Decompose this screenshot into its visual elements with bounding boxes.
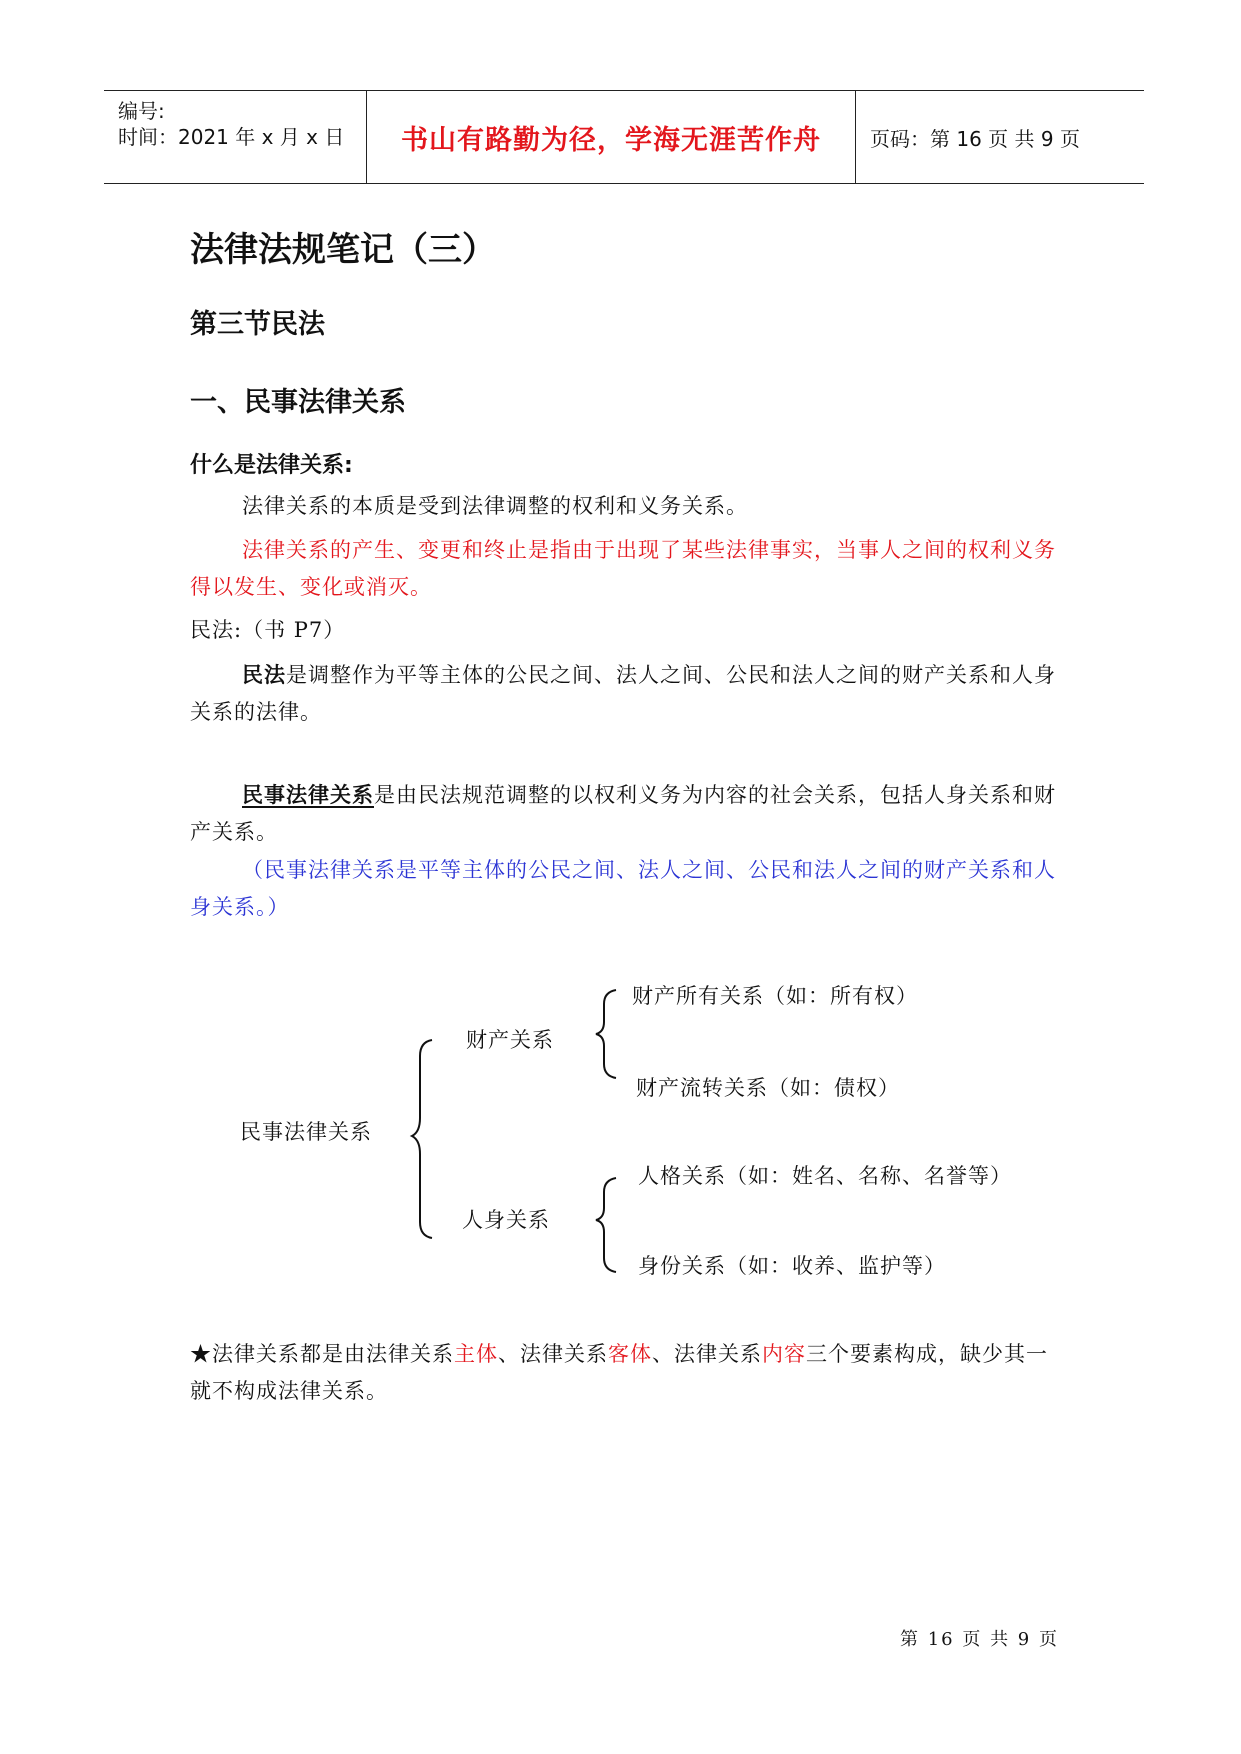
star-note xyxy=(190,1336,1060,1410)
brace-property xyxy=(596,990,616,1078)
page-header xyxy=(104,90,1144,184)
diagram-item-ownership: 财产所有关系（如：所有权） xyxy=(632,984,918,1008)
brace-personal xyxy=(596,1178,616,1272)
diagram-item-circulation: 财产流转关系（如：债权） xyxy=(636,1076,900,1100)
diagram-item-personality: 人格关系（如：姓名、名称、名誉等） xyxy=(638,1164,1012,1188)
civil-law-definition: 是调整作为平等主体的公民之间、法人之间、公民和法人之间的财产关系和人身关系的法律。 xyxy=(190,663,1056,724)
diagram-root: 民事法律关系 xyxy=(240,1120,372,1144)
element-content: 内容 xyxy=(762,1342,806,1366)
page-footer: 第 16 页 共 9 页 xyxy=(900,1629,1059,1650)
time-label: 时间：2021 年 x 月 x 日 xyxy=(118,125,345,149)
diagram-branch-personal: 人身关系 xyxy=(462,1208,550,1232)
header-page-cell xyxy=(856,91,1144,183)
element-object: 客体 xyxy=(608,1342,652,1366)
header-meta-cell xyxy=(104,91,367,183)
subsection-heading: 一、民事法律关系 xyxy=(190,387,406,418)
number-label: 编号: xyxy=(118,99,165,123)
big-brace xyxy=(412,1040,432,1238)
page-info: 页码：第 16 页 共 9 页 xyxy=(870,126,1080,151)
star-note-part: 、法律关系 xyxy=(652,1342,762,1366)
section-heading: 第三节民法 xyxy=(190,309,325,340)
civil-law-ref: 民法:（书 P7） xyxy=(190,618,346,642)
element-subject: 主体 xyxy=(454,1342,498,1366)
star-note-part: 三个要素构成，缺少其一就不构成法律关系。 xyxy=(190,1342,1048,1403)
term-civil-law: 民法 xyxy=(242,662,286,687)
diagram-branch-property: 财产关系 xyxy=(466,1028,554,1052)
paragraph-note: （民事法律关系是平等主体的公民之间、法人之间、公民和法人之间的财产关系和人身关系。） xyxy=(190,858,1056,919)
paragraph-change: 法律关系的产生、变更和终止是指由于出现了某些法律事实，当事人之间的权利义务得以发生、变化或消灭。 xyxy=(190,538,1056,599)
star-note-part: 、法律关系 xyxy=(498,1342,608,1366)
page-title: 法律法规笔记（三） xyxy=(190,230,496,270)
paragraph-civil-law xyxy=(190,656,1060,731)
paragraph-essence: 法律关系的本质是受到法律调整的权利和义务关系。 xyxy=(242,494,748,518)
question-heading: 什么是法律关系: xyxy=(190,453,353,478)
motto: 书山有路勤为径，学海无涯苦作舟 xyxy=(401,124,821,156)
star-note-part: ★法律关系都是由法律关系 xyxy=(190,1342,454,1366)
civil-relation-definition: 是由民法规范调整的以权利义务为内容的社会关系，包括人身关系和财产关系。 xyxy=(190,783,1056,844)
paragraph-civil-relation xyxy=(190,776,1060,851)
header-motto-cell xyxy=(367,91,856,183)
diagram-item-identity: 身份关系（如：收养、监护等） xyxy=(638,1254,946,1278)
term-civil-relation: 民事法律关系 xyxy=(242,782,374,807)
